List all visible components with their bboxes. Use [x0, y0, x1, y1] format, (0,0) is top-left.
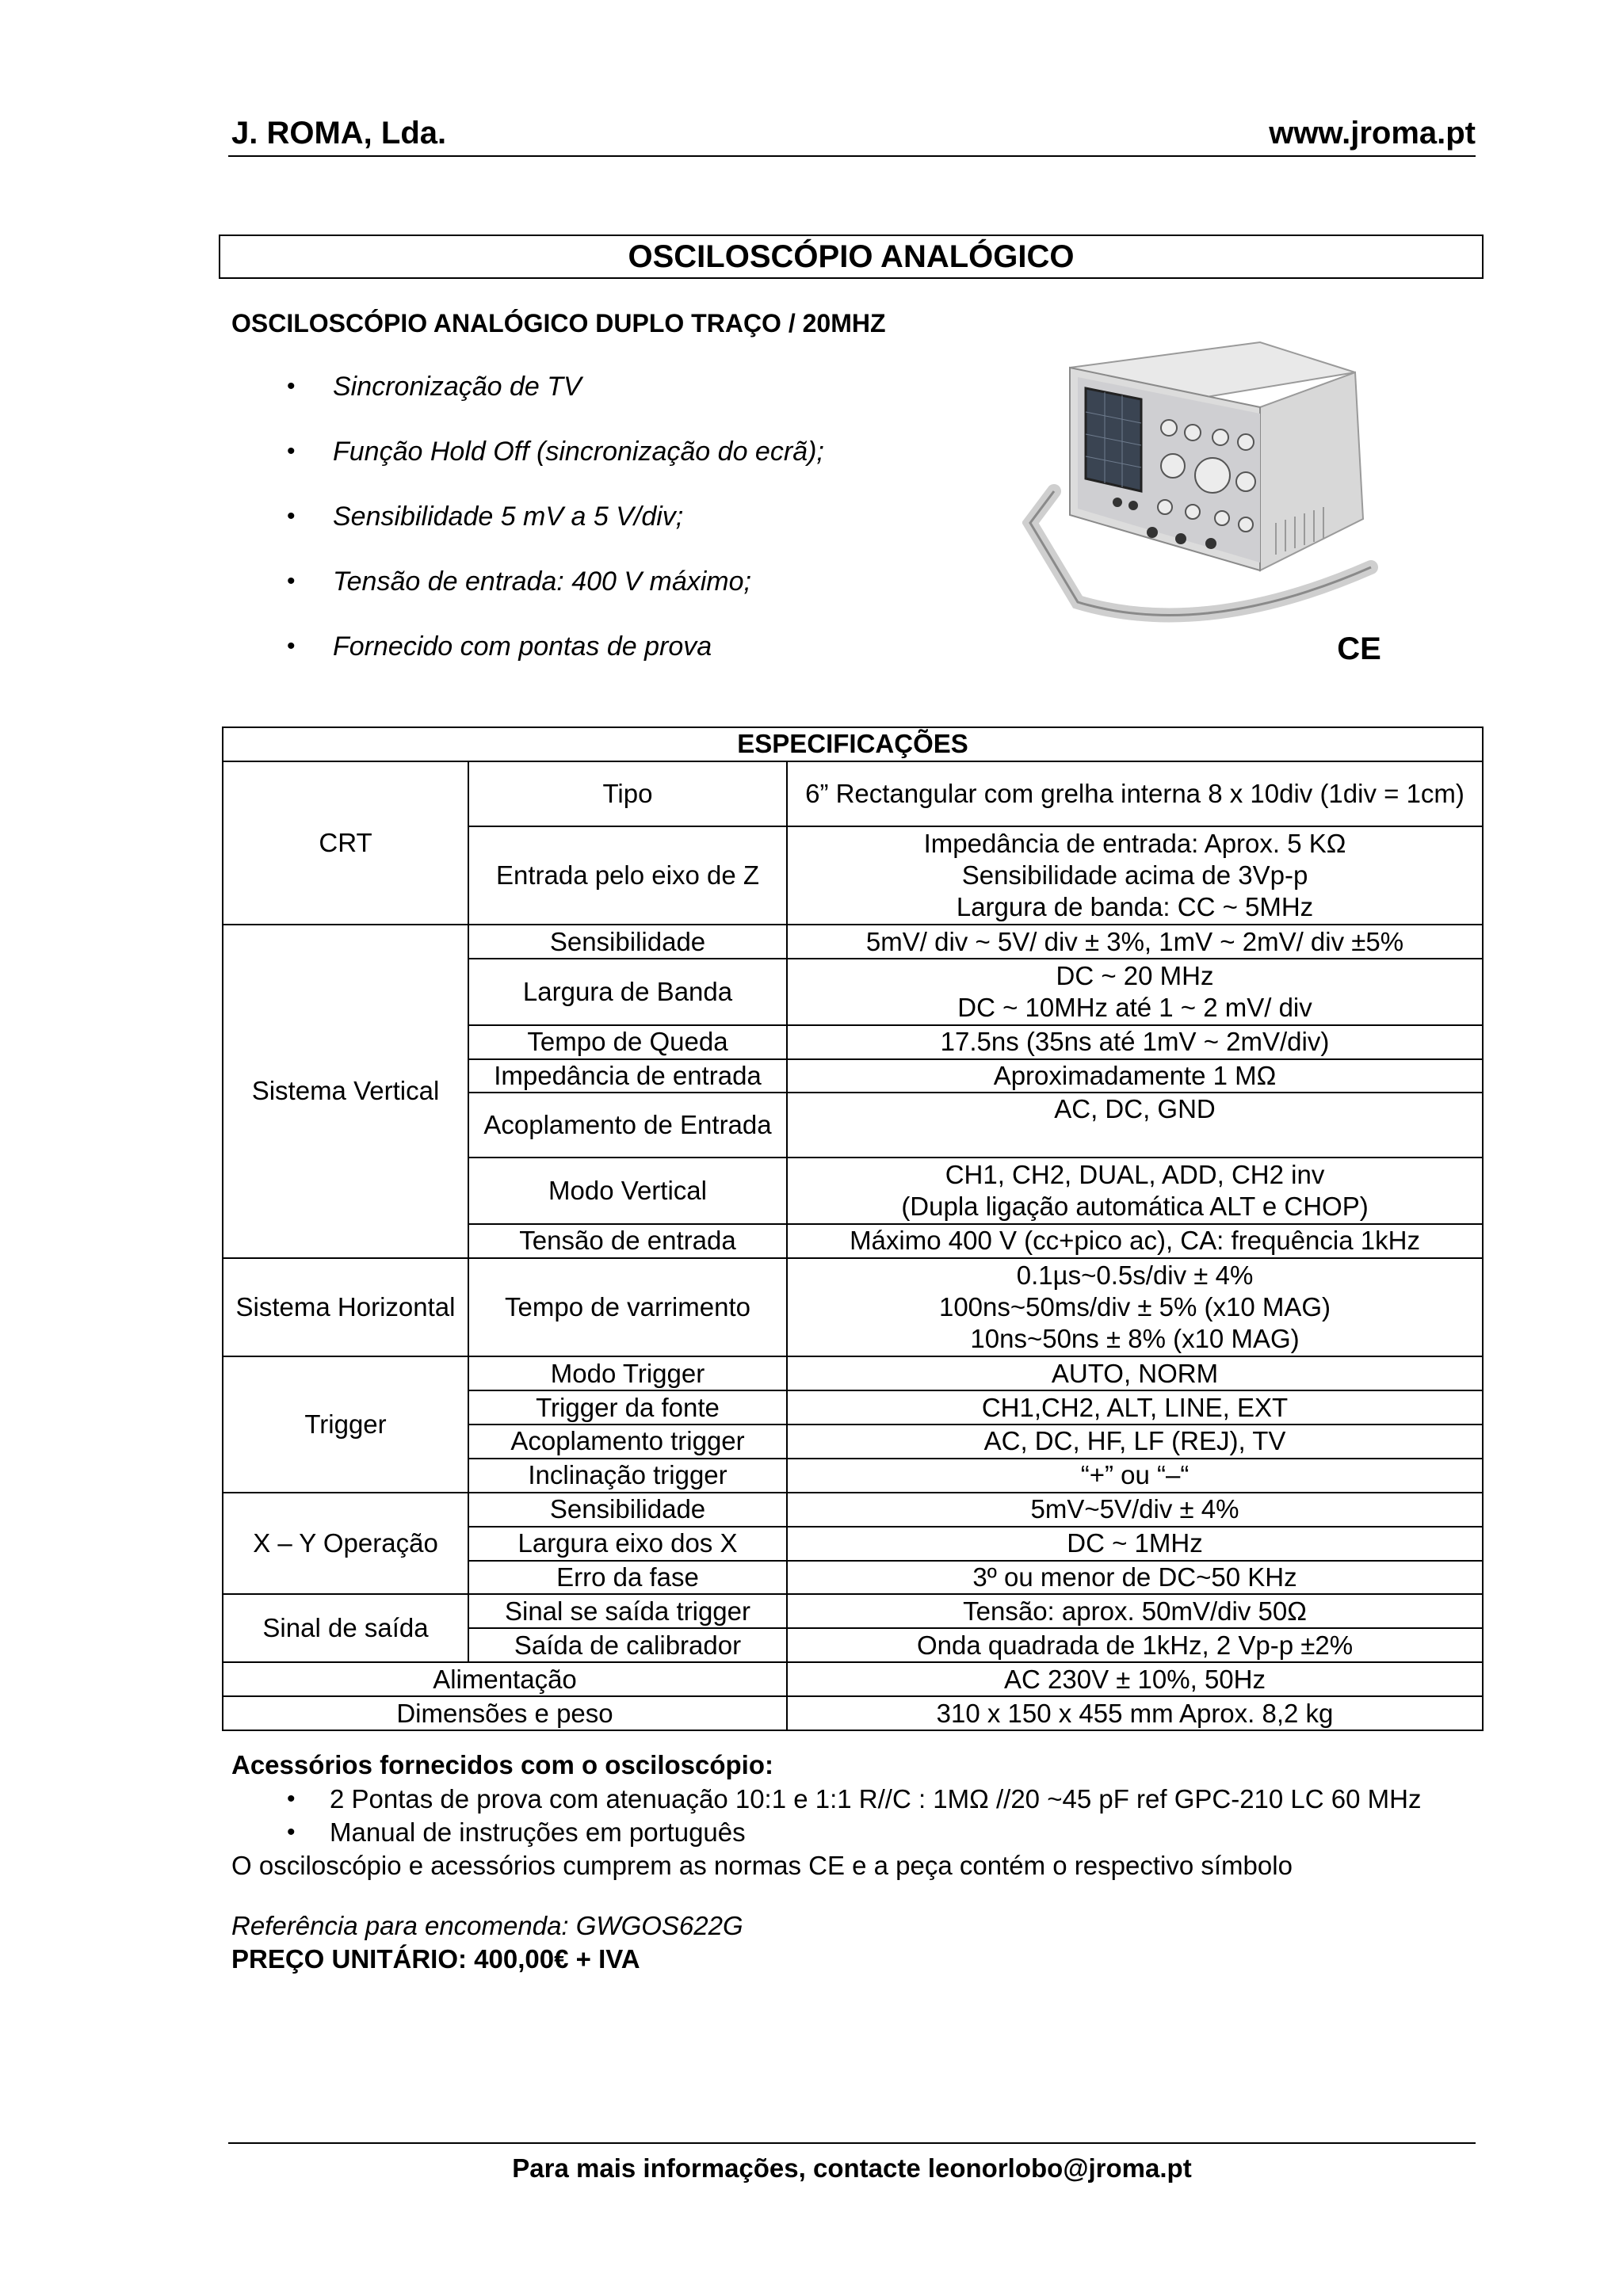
spec-value: AC, DC, HF, LF (REJ), TV	[787, 1425, 1483, 1459]
feature-text: Fornecido com pontas de prova	[333, 631, 712, 662]
specifications-table	[222, 727, 1484, 1731]
spec-label: Acoplamento trigger	[468, 1425, 787, 1459]
company-name: J. ROMA, Lda.	[231, 116, 447, 151]
ce-mark-icon: CE	[1337, 631, 1381, 666]
oscilloscope-illustration	[1022, 333, 1395, 681]
table-row	[223, 1696, 1483, 1730]
accessory-text: Manual de instruções em português	[330, 1817, 746, 1847]
spec-value-line: DC ~ 10MHz até 1 ~ 2 mV/ div	[957, 992, 1312, 1022]
bullet-icon: •	[287, 633, 296, 659]
spec-value: DC ~ 1MHz	[787, 1527, 1483, 1561]
spec-label: Trigger da fonte	[468, 1390, 787, 1425]
spec-value	[787, 826, 1483, 925]
header-divider	[228, 155, 1476, 157]
company-website[interactable]: www.jroma.pt	[1269, 116, 1476, 151]
spec-label: Modo Vertical	[468, 1158, 787, 1224]
bullet-icon: •	[287, 503, 296, 529]
spec-label: Saída de calibrador	[468, 1628, 787, 1662]
order-reference: Referência para encomenda: GWGOS622G	[231, 1911, 743, 1940]
group-horizontal: Sistema Horizontal	[223, 1258, 468, 1357]
specs-heading: ESPECIFICAÇÕES	[223, 727, 1483, 761]
spec-label: Acoplamento de Entrada	[468, 1093, 787, 1158]
spec-value: 310 x 150 x 455 mm Aprox. 8,2 kg	[787, 1696, 1483, 1730]
spec-value-line: 100ns~50ms/div ± 5% (x10 MAG)	[938, 1291, 1331, 1322]
table-row	[223, 1258, 1483, 1357]
spec-value-line: Largura de banda: CC ~ 5MHz	[956, 891, 1314, 921]
spec-value: “+” ou “–“	[787, 1459, 1483, 1493]
group-trigger: Trigger	[223, 1356, 468, 1493]
footer-divider	[228, 2142, 1476, 2144]
spec-value: Máximo 400 V (cc+pico ac), CA: frequência 1kHz	[787, 1224, 1483, 1258]
feature-item	[231, 498, 824, 563]
feature-list	[231, 368, 824, 692]
spec-value	[787, 1258, 1483, 1357]
spec-label: Largura de Banda	[468, 959, 787, 1025]
feature-text: Sincronização de TV	[333, 372, 582, 402]
spec-value: AC 230V ± 10%, 50Hz	[787, 1662, 1483, 1696]
table-row	[223, 727, 1483, 761]
feature-text: Tensão de entrada: 400 V máximo;	[333, 566, 751, 597]
spec-value-line: Impedância de entrada: Aprox. 5 KΩ	[923, 828, 1346, 858]
page-title: OSCILOSCÓPIO ANALÓGICO	[219, 235, 1484, 279]
spec-value: 6” Rectangular com grelha interna 8 x 10div (1div = 1cm)	[787, 761, 1483, 826]
accessories-list	[231, 1783, 1421, 1849]
table-row	[223, 1662, 1483, 1696]
unit-price: PREÇO UNITÁRIO: 400,00€ + IVA	[231, 1944, 640, 1974]
accessories-title: Acessórios fornecidos com o osciloscópio:	[231, 1750, 773, 1779]
spec-label: Entrada pelo eixo de Z	[468, 826, 787, 925]
spec-value: 17.5ns (35ns até 1mV ~ 2mV/div)	[787, 1025, 1483, 1059]
spec-label: Impedância de entrada	[468, 1059, 787, 1093]
table-row	[223, 925, 1483, 959]
group-output: Sinal de saída	[223, 1594, 468, 1662]
spec-value-line: 10ns~50ns ± 8% (x10 MAG)	[970, 1323, 1300, 1353]
group-crt: CRT	[223, 761, 468, 925]
spec-value: Onda quadrada de 1kHz, 2 Vp-p ±2%	[787, 1628, 1483, 1662]
spec-value-line: DC ~ 20 MHz	[1056, 960, 1214, 990]
spec-value: AUTO, NORM	[787, 1356, 1483, 1390]
spec-value: 5mV~5V/div ± 4%	[787, 1493, 1483, 1527]
spec-label: Alimentação	[223, 1662, 787, 1696]
feature-item	[231, 563, 824, 627]
table-row	[223, 1356, 1483, 1390]
group-xy: X – Y Operação	[223, 1493, 468, 1595]
group-vertical: Sistema Vertical	[223, 925, 468, 1258]
norms-statement: O osciloscópio e acessórios cumprem as normas CE e a peça contém o respectivo símbolo	[231, 1851, 1293, 1880]
spec-value	[787, 959, 1483, 1025]
feature-item	[231, 368, 824, 433]
spec-value: Aproximadamente 1 MΩ	[787, 1059, 1483, 1093]
spec-value-line: 0.1µs~0.5s/div ± 4%	[1016, 1260, 1254, 1290]
accessory-item	[231, 1783, 1421, 1816]
spec-label: Dimensões e peso	[223, 1696, 787, 1730]
feature-item	[231, 433, 824, 498]
spec-label: Largura eixo dos X	[468, 1527, 787, 1561]
spec-value-line: Sensibilidade acima de 3Vp-p	[961, 860, 1308, 890]
bullet-icon: •	[287, 568, 296, 594]
spec-label: Inclinação trigger	[468, 1459, 787, 1493]
table-row	[223, 1594, 1483, 1628]
spec-value: 3º ou menor de DC~50 KHz	[787, 1561, 1483, 1595]
spec-value-line: CH1, CH2, DUAL, ADD, CH2 inv	[945, 1159, 1325, 1189]
bullet-icon: •	[287, 1786, 296, 1812]
spec-label: Sensibilidade	[468, 1493, 787, 1527]
bullet-icon: •	[287, 373, 296, 399]
spec-label: Erro da fase	[468, 1561, 787, 1595]
table-row	[223, 1493, 1483, 1527]
accessory-item	[231, 1816, 1421, 1849]
feature-item	[231, 627, 824, 692]
accessory-text: 2 Pontas de prova com atenuação 10:1 e 1:1 R//C : 1MΩ //20 ~45 pF ref GPC-210 LC 60 MHz	[330, 1784, 1422, 1814]
spec-label: Modo Trigger	[468, 1356, 787, 1390]
spec-value: 5mV/ div ~ 5V/ div ± 3%, 1mV ~ 2mV/ div ±5%	[787, 925, 1483, 959]
footer-contact[interactable]: Para mais informações, contacte leonorlobo@jroma.pt	[512, 2153, 1192, 2183]
spec-label: Tensão de entrada	[468, 1224, 787, 1258]
spec-value: AC, DC, GND	[787, 1093, 1483, 1158]
feature-text: Sensibilidade 5 mV a 5 V/div;	[333, 502, 684, 532]
spec-label: Sensibilidade	[468, 925, 787, 959]
product-subtitle: OSCILOSCÓPIO ANALÓGICO DUPLO TRAÇO / 20MHZ	[231, 309, 886, 338]
spec-value	[787, 1158, 1483, 1224]
bullet-icon: •	[287, 438, 296, 464]
spec-value: CH1,CH2, ALT, LINE, EXT	[787, 1390, 1483, 1425]
table-row	[223, 761, 1483, 826]
bullet-icon: •	[287, 1819, 296, 1845]
spec-label: Sinal se saída trigger	[468, 1594, 787, 1628]
spec-value-line: (Dupla ligação automática ALT e CHOP)	[901, 1191, 1369, 1221]
spec-label: Tempo de Queda	[468, 1025, 787, 1059]
spec-label: Tempo de varrimento	[468, 1258, 787, 1357]
spec-value: Tensão: aprox. 50mV/div 50Ω	[787, 1594, 1483, 1628]
feature-text: Função Hold Off (sincronização do ecrã);	[333, 437, 824, 467]
spec-label: Tipo	[468, 761, 787, 826]
